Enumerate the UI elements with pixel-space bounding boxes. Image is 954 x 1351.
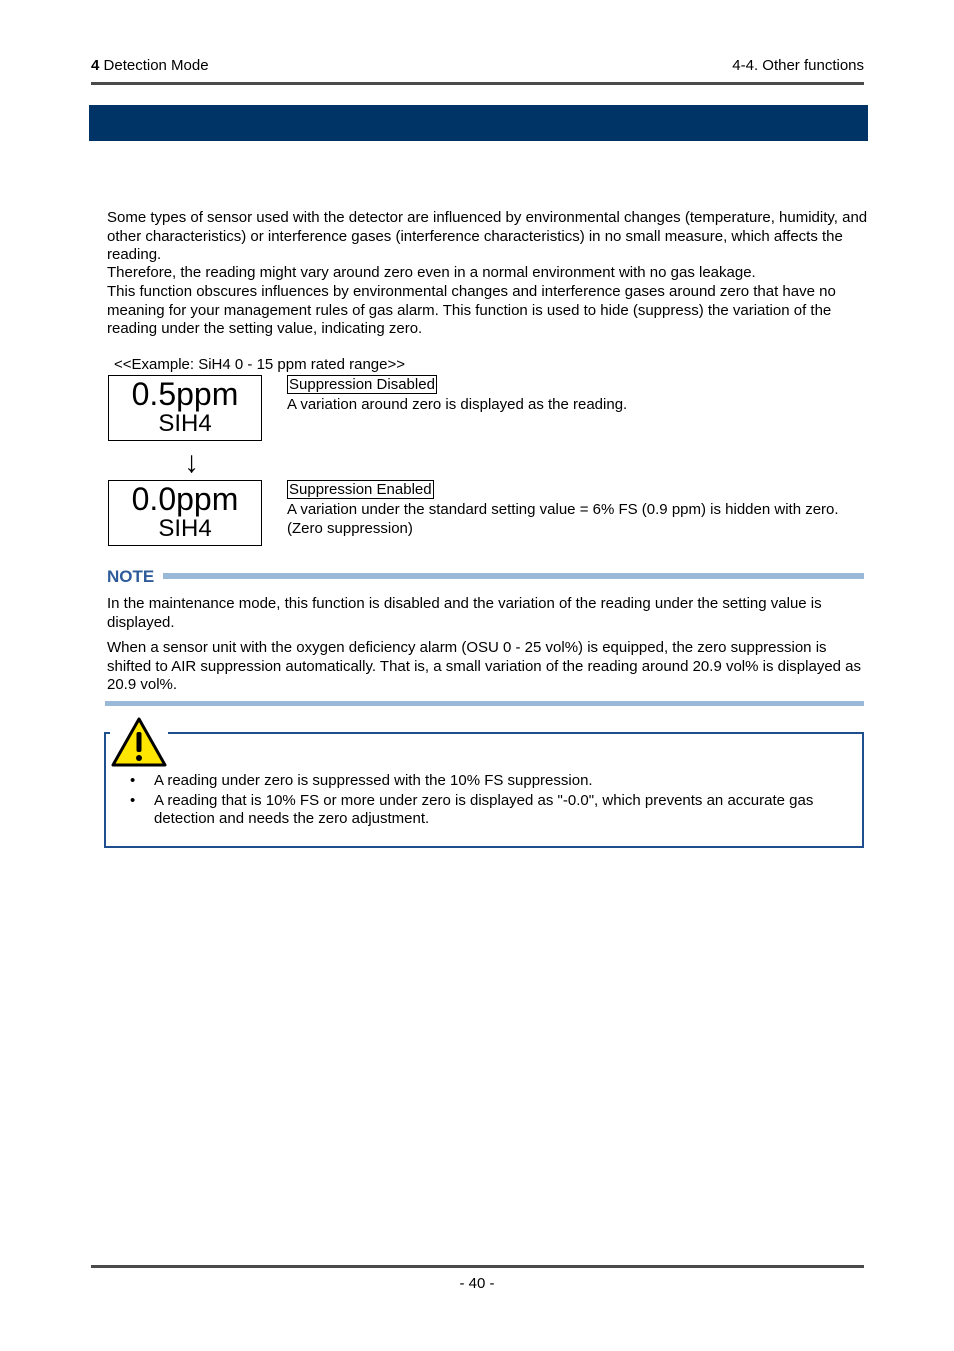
note-paragraph-2: When a sensor unit with the oxygen deficiency alarm (OSU 0 - 25 vol%) is equipped, the zero suppression is shifted to AIR suppression automatically. That is, a small variation of the reading around 20.9 vol% is displayed as 20.9 vol%. bbox=[107, 639, 862, 693]
intro-paragraph-2: Therefore, the reading might vary around zero even in a normal environment with no gas leakage. bbox=[107, 264, 756, 281]
header-divider bbox=[91, 82, 864, 85]
footer-divider bbox=[91, 1265, 864, 1268]
mode-disabled-title: Suppression Disabled bbox=[289, 376, 435, 393]
caution-item: • A reading under zero is suppressed with the 10% FS suppression. bbox=[130, 772, 850, 791]
warning-triangle-icon bbox=[110, 716, 168, 768]
mode-disabled-title-wrap bbox=[287, 376, 437, 394]
down-arrow-icon: ↓ bbox=[184, 446, 199, 479]
display-disabled bbox=[108, 375, 262, 441]
mode-enabled-description: A variation under the standard setting value = 6% FS (0.9 ppm) is hidden with zero. (Zero suppression) bbox=[287, 501, 839, 537]
section-title-band bbox=[89, 105, 868, 141]
note-paragraph-1: In the maintenance mode, this function is disabled and the variation of the reading under the setting value is displayed. bbox=[107, 595, 822, 631]
caution-list bbox=[130, 772, 850, 830]
display-gas-name: SIH4 bbox=[158, 515, 212, 542]
example-label: <<Example: SiH4 0 - 15 ppm rated range>> bbox=[114, 356, 406, 373]
header-section: 4-4. Other functions bbox=[732, 57, 864, 74]
intro-paragraph-1: Some types of sensor used with the detector are influenced by environmental changes (temperature, humidity, and other characteristics) or interference gases (interference characteristics) in no small measure, which affects the reading. bbox=[107, 209, 868, 263]
header-chapter bbox=[91, 57, 209, 74]
display-reading: 0.0ppm bbox=[131, 481, 239, 517]
mode-enabled-title-wrap bbox=[287, 481, 434, 499]
mode-enabled-title: Suppression Enabled bbox=[289, 481, 432, 498]
chapter-title: Detection Mode bbox=[103, 57, 209, 74]
caution-item: • A reading that is 10% FS or more under zero is displayed as "-0.0", which prevents an accurate gas detection and needs the zero adjustment. bbox=[130, 792, 850, 829]
intro-paragraph-3: This function obscures influences by environmental changes and interference gases around zero that have no meaning for your management rules of gas alarm. This function is used to hide (suppress) the variation of the reading under the setting value, indicating zero. bbox=[107, 283, 836, 337]
note-label: NOTE bbox=[107, 567, 155, 586]
mode-disabled-description: A variation around zero is displayed as the reading. bbox=[287, 396, 628, 413]
display-gas-name: SIH4 bbox=[158, 410, 212, 437]
note-footer-bar bbox=[105, 701, 864, 706]
page-number: - 40 - bbox=[459, 1275, 495, 1292]
chapter-number: 4 bbox=[91, 57, 100, 74]
note-header-bar bbox=[163, 573, 864, 579]
display-enabled bbox=[108, 480, 262, 546]
display-reading: 0.5ppm bbox=[131, 376, 239, 412]
